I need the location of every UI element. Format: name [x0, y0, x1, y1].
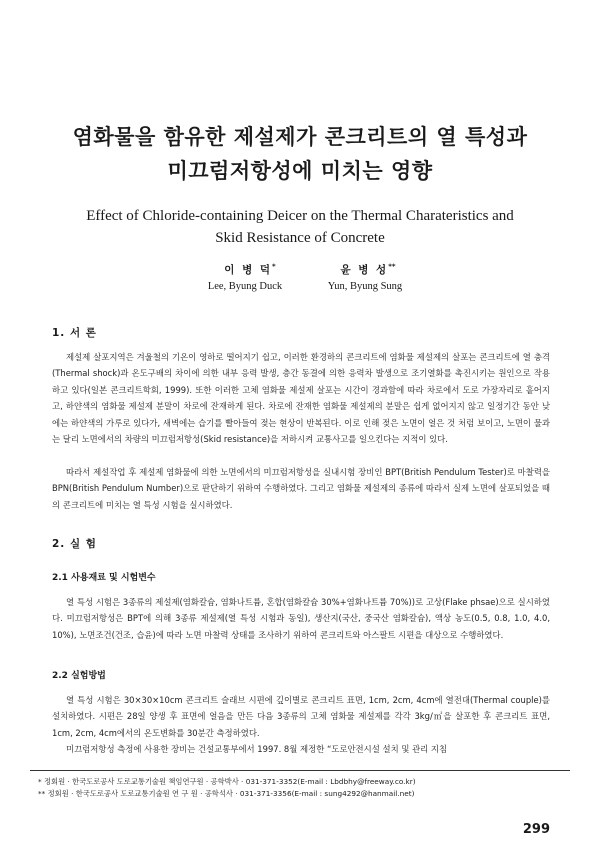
author-1-korean — [185, 262, 315, 277]
footnote-divider — [30, 770, 570, 771]
author-2-mark: ** — [388, 262, 396, 271]
author-1-name: 이 병 덕 — [224, 264, 273, 276]
intro-paragraph-2: 따라서 제설작업 후 제설제 염화물에 의한 노면에서의 미끄럼저항성을 실내시험 장비인 BPT(British Pendulum Tester)로 마찰력을 BPN(British Pendulum Number)으로 판단하기 위하여 수행하였다. 그리고 염화물 제설제의 종류에 따라서 실제 노면에 살포되었을 때의 콘크리트에 미치는 열 특성 시험을 실시하였다. — [52, 467, 550, 510]
title-english-line2: Skid Resistance of Concrete — [215, 230, 385, 246]
subsection-2-2-paragraph-1: 열 특성 시험은 30×30×10cm 콘크리트 슬래브 시편에 깊이별로 콘크리트 표면, 1cm, 2cm, 4cm에 열전대(Thermal couple)를 설치하였다. 시편은 28일 양생 후 표면에 얼음을 만든 다음 3종류의 고체 염화물 제설제를 각각 3kg/㎡을 살포한 후 콘크리트 표면, 1cm, 2cm, 4cm에서의 온도변화를 30분간 측정하였다. — [52, 695, 550, 738]
author-2-english: Yun, Byung Sung — [327, 281, 403, 292]
section-experiment-heading: 2. 실 험 — [52, 538, 97, 550]
author-2-korean — [303, 262, 433, 277]
footnote-2: ** 정회원 · 한국도로공사 도로교통기술원 연 구 원 · 공학석사 · 031-371-3356(E-mail : sung4292@hanmail.net) — [38, 789, 415, 798]
section-intro-heading: 1. 서 론 — [52, 327, 97, 339]
author-1-english: Lee, Byung Duck — [207, 281, 283, 292]
footnote-1: * 정회원 · 한국도로공사 도로교통기술원 책임연구원 · 공학박사 · 031-371-3352(E-mail : Lbdbhy@freeway.co.kr) — [38, 777, 416, 786]
title-korean-line1: 염화물을 함유한 제설제가 콘크리트의 열 특성과 — [72, 125, 528, 149]
author-2-name: 윤 병 성 — [340, 264, 389, 276]
subsection-2-2-paragraph-2: 미끄럼저항성 측정에 사용한 장비는 건설교통부에서 1997. 8월 제정한 “도로안전시설 설치 및 관리 지침 — [66, 744, 448, 754]
page-number: 299 — [522, 822, 550, 837]
subsection-2-1-heading: 2.1 사용재료 및 시험변수 — [52, 573, 156, 583]
author-1-mark: * — [272, 262, 276, 271]
subsection-2-1-paragraph: 열 특성 시험은 3종류의 제설제(염화칼슘, 염화나트륨, 혼합(염화칼슘 30%+염화나트륨 70%))로 고상(Flake phsae)으로 실시하였다. 미끄럼저항성은 BPT에 의해 3종류 제설제(열 특성 시험과 동일), 생산지(국산, 중국산 염화칼슘), 액상 농도(0.5, 0.8, 1.0, 4.0, 10%), 노면조건(건조, 습윤)에 따라 노면 마찰력 상태를 조사하기 위하여 콘크리트와 아스팔트 시편을 대상으로 수행하였다. — [52, 597, 550, 640]
subsection-2-2-heading: 2.2 실험방법 — [52, 671, 106, 681]
title-english-line1: Effect of Chloride-containing Deicer on the Thermal Charateristics and — [86, 208, 514, 224]
intro-paragraph-1: 제설제 살포지역은 겨울철의 기온이 영하로 떨어지기 쉽고, 이러한 환경하의 콘크리트에 염화물 제설제의 살포는 콘크리트에 열 충격(Thermal shock)과 온도구배의 차이에 의한 내부 응력 발생, 층간 동결에 의한 응력차 발생으로 조기열화를 촉진시키는 원인으로 작용하고 있다(일본 콘크리트학회, 1999). 또한 이러한 고체 염화물 제설제 살포는 시간이 경과함에 따라 차로에서 도로 가장자리로 흩어지고, 하얀색의 염화물 제설제 분말이 차로에 잔재하게 된다. 차로에 잔재한 염화물 제설제의 분말은 쉽게 없어지지 않고 일정기간 동안 낮에는 하얀색의 가루로 있다가, 새벽에는 습기를 빨아들여 젖는 현상이 반복된다. 이로 인해 젖은 노면이 얼은 것 처럼 보이고, 노면이 물과는 달리 노면에서의 차량의 미끄럼저항성(Skid resistance)을 저하시켜 교통사고를 일으킨다는 지적이 있다. — [52, 352, 550, 445]
title-korean-line2: 미끄럼저항성에 미치는 영향 — [167, 159, 433, 183]
